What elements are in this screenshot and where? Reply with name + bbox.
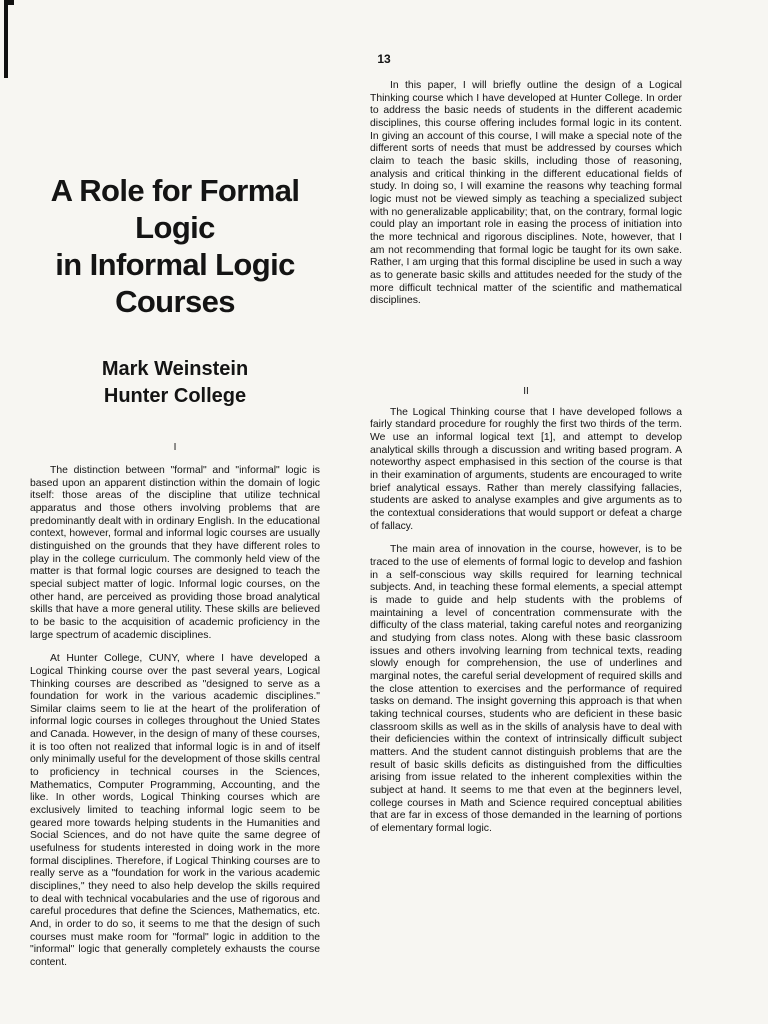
author-name: Mark Weinstein	[101, 358, 249, 380]
body-paragraph: The Logical Thinking course that I have developed follows a fairly standard procedure for roughly the first two thirds of the term. We use an informal logical text [1], and attempt to develop analytical skills through a discussion and writing based program. A noteworthy aspect emphasised in this section of the course is that in their examination of arguments, students are encouraged to write brief analytical essays. Rather than merely classifying fallacies, students are asked to analyse examples and give arguments as to the contextual considerations that would support or defeat a charge of fallacy.	[370, 406, 682, 532]
body-paragraph: The distinction between "formal" and "informal" logic is based upon an apparent distinction within the domain of logic itself: those areas of the discipline that utilize technical apparatus and those others involving problems that are predominantly dealt with in ordinary English. In the educational context, however, formal and informal logic courses are usually distinguished on the grounds that they have different roles to play in the college curriculum. The commonly held view of the matter is that formal logic courses are designed to teach the special subject matter of logic. Informal logic courses, on the other hand, are perceived as providing those broad analytical skills that have a more general utility. These skills are believed to be basic to the acquisition of academic proficiency in the large spectrum of academic disciplines.	[30, 465, 320, 641]
author-affiliation: Hunter College	[103, 385, 247, 407]
right-column	[370, 80, 682, 846]
section-numeral: I	[173, 442, 177, 453]
title-line: in Informal Logic	[55, 247, 295, 282]
title-line: A Role for Formal Logic	[50, 173, 300, 245]
body-paragraph: The main area of innovation in the course, however, is to be traced to the use of elements of formal logic to develop and fashion in a self-conscious way skills required for learning technical subjects. And, in teaching these formal elements, a special attempt is made to guide and help students with the problems of maintaining a level of concentration commensurate with the difficulty of the class material, taking careful notes and reorganizing and studying from class notes. Along with these basic classroom issues and others involving learning from technical texts, reading slowly enough for comprehension, the use of underlines and marginal notes, the careful serial development of required skills and the close attention to exercises and the performance of required tasks on demand. The insight governing this approach is that when taking technical courses, students who are deficient in these basic classroom skills as well as in the skills of analysis have to deal with their deficiencies within the context of intrinsically difficult subject matters. And the student cannot distinguish problems that are the result of basic skills deficits as distinguished from the difficulties arising from issue related to the inherent complexities within the subject at hand. It seems to me that even at the beginners level, college courses in Math and Science required conceptual abilities that are far in excess of those demanded in the learning of portions of elementary formal logic.	[370, 544, 682, 834]
page-number: 13	[377, 52, 391, 66]
byline	[30, 356, 320, 410]
body-paragraph: At Hunter College, CUNY, where I have developed a Logical Thinking course over the past several years, Logical Thinking courses are described as "designed to serve as a foundation for work in the various academic disciplines." Similar claims seem to lie at the heart of the proliferation of informal logic courses in colleges throughout the Unied States and Canada. However, in the design of many of these courses, it is too often not realized that informal logic is in and of itself only minimally useful for the development of those skills central to proficiency in technical courses in the Sciences, Mathematics, Computer Programming, Accounting, and the like. In other words, Logical Thinking courses which are exclusively limited to teaching informal logic seem to be geared more towards helping students in the Humanities and Social Sciences, and do not have quite the same degree of usefulness for students interested in doing work in the more formal disciplines. Therefore, if Logical Thinking courses are to really serve as a "foundation for work in the various academic disciplines," they need to also help develop the skills required to deal with technical vocabularies and the use of rigorous and careful procedures that define the Sciences, Mathematics, etc. And, in order to do so, it seems to me that the design of such courses must make room for "formal" logic in addition to the "informal" logic that generally completely exhausts the course content.	[30, 653, 320, 968]
article-title	[30, 172, 320, 320]
left-column	[30, 172, 320, 981]
crop-mark	[4, 0, 14, 78]
title-line: Courses	[115, 284, 235, 319]
section-numeral: II	[523, 385, 529, 397]
body-paragraph: In this paper, I will briefly outline the design of a Logical Thinking course which I have developed at Hunter College. In order to address the basic needs of students in the different academic disciplines, this course offering includes formal logic in its content. In giving an account of this course, I will make a special note of the different sorts of needs that must be addressed by courses which claim to teach the basic skills, including those of reasoning, analysis and critical thinking in the different educational fields of study. In doing so, I will examine the reasons why teaching formal logic must not be viewed simply as teaching a specialized subject with no generalizable applicability; that, on the contrary, formal logic could play an important role in easing the process of initiation into the more technical and rigorous disciplines. Note, however, that I am not recommending that formal logic be taught for its own sake. Rather, I am urging that this formal discipline be used in such a way as to generate basic skills and attitudes needed for the study of the more difficult technical matter of the scientific and mathematical disciplines.	[370, 80, 682, 307]
